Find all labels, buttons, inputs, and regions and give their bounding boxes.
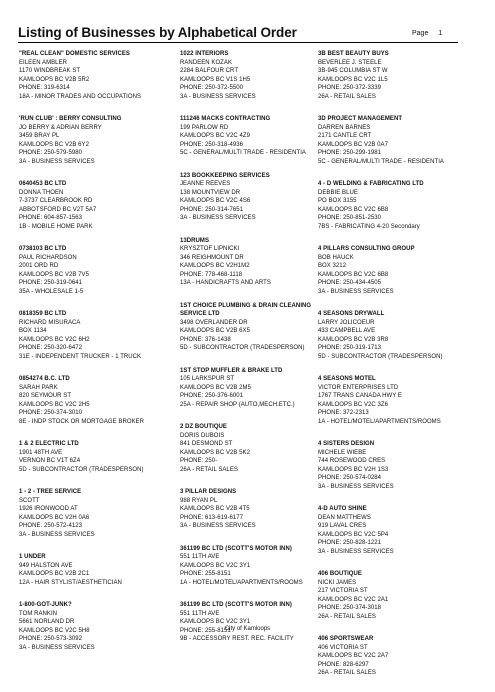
business-detail-line: PHONE: 604-857-1563 <box>19 215 82 221</box>
business-detail-line: PHONE: 250-579-5980 <box>19 150 82 156</box>
business-detail-line: PHONE: 250- <box>180 458 218 464</box>
business-detail-line: PHONE: 250-314-7651 <box>180 206 243 213</box>
business-name: 1 & 2 ELECTRIC LTD <box>19 441 79 447</box>
business-detail-line: RICHARD MISURACA <box>19 319 81 326</box>
business-detail-line: TOM RANKIN <box>19 610 58 617</box>
business-entry <box>318 570 478 621</box>
business-detail-line: PHONE: 319-6314 <box>19 85 70 91</box>
business-name: 4 SEASONS DRYWALL <box>318 311 385 317</box>
business-detail-line: JEANNE REEVES <box>180 181 231 187</box>
business-detail-line: DEAN MATTHEWS <box>318 514 371 521</box>
business-entry <box>19 553 169 587</box>
business-detail-line: 7-3737 CLEARBROOK RD <box>19 198 93 204</box>
business-entry <box>19 245 169 296</box>
business-detail-line: PHONE: 250-299-1981 <box>318 150 381 156</box>
business-detail-line: 26A - RETAIL SALES <box>318 93 376 100</box>
business-detail-line: KAMLOOPS BC V2C 2A7 <box>318 653 389 659</box>
business-detail-line: 551 11TH AVE <box>180 554 220 560</box>
page-number: 1 <box>438 30 443 37</box>
business-detail-line: KAMLOOPS BC V2B 0A7 <box>318 141 388 148</box>
business-entry <box>180 488 320 531</box>
business-detail-line: NICKI JAMES <box>318 579 357 586</box>
business-entry <box>318 440 478 491</box>
business-name: 3D PROJECT MANAGEMENT <box>318 116 403 122</box>
business-detail-line: EILEEN AMBLER <box>19 59 68 66</box>
header-rule <box>18 42 458 43</box>
business-detail-line: PHONE: 250-372-5500 <box>180 85 243 91</box>
business-detail-line: KAMLOOPS BC V2C 5H8 <box>19 627 90 634</box>
business-name: 2 DZ BOUTIQUE <box>180 424 227 430</box>
business-detail-line: DEBBIE BLUE <box>318 189 358 196</box>
page-footer: City of Kamloops <box>224 626 271 632</box>
business-name: 1022 INTERIORS <box>180 51 229 57</box>
business-name: 4 SISTERS DESIGN <box>318 441 375 447</box>
business-detail-line: KAMLOOPS BC V2B 5K2 <box>180 449 250 456</box>
business-detail-line: KAMLOOPS BC V2C 2H5 <box>19 401 90 408</box>
business-detail-line: SARAH PARK <box>19 384 58 391</box>
business-entry <box>180 302 320 353</box>
business-name: "REAL CLEAN" DOMESTIC SERVICES <box>19 51 130 57</box>
business-entry <box>318 180 478 231</box>
business-detail-line: 26A - RETAIL SALES <box>180 466 238 473</box>
business-entry <box>318 635 478 678</box>
business-detail-line: KAMLOOPS BC V1S 1H5 <box>180 76 251 83</box>
business-entry <box>180 50 320 101</box>
page-number-block <box>412 30 442 37</box>
business-name: 0854274 B.C. LTD <box>19 376 70 382</box>
business-detail-line: 841 DESMOND ST <box>180 441 233 447</box>
business-detail-line: PHONE: 250-318-4936 <box>180 141 243 148</box>
business-entry <box>318 505 478 556</box>
business-detail-line: 346 REIGHMOUNT DR <box>180 254 244 261</box>
business-detail-line: 820 SEYMOUR ST <box>19 393 72 399</box>
business-name: 4-D AUTO SHINE <box>318 506 367 512</box>
business-detail-line: 988 RYAN PL <box>180 497 218 504</box>
business-name: 361199 BC LTD (SCOTT'S MOTOR INN) <box>180 602 292 608</box>
business-detail-line: PHONE: 255-8151 <box>180 571 231 577</box>
business-detail-line: PHONE: 372-2313 <box>318 410 369 416</box>
business-detail-line: 26A - RETAIL SALES <box>318 613 376 620</box>
business-detail-line: 35A - WHOLESALE 1-5 <box>19 288 84 295</box>
business-detail-line: KAMLOOPS BC V2H1M2 <box>180 263 250 269</box>
business-detail-line: KAMLOOPS BC V2C 2A1 <box>318 596 389 603</box>
business-detail-line: PHONE: 250-574-0284 <box>318 475 381 481</box>
business-entry <box>318 310 478 361</box>
business-detail-line: SCOTT <box>19 497 40 504</box>
business-name: 4 SEASONS MOTEL <box>318 376 376 382</box>
business-detail-line: KAMLOOPS BC V2B 7V5 <box>19 271 89 278</box>
business-entry <box>180 237 320 288</box>
business-detail-line: PHONE: 250-319-1713 <box>318 345 381 351</box>
business-detail-line: 5C - GENERAL/MULTI TRADE - RESIDENTIA <box>318 158 444 165</box>
business-detail-line: PHONE: 255-8151 <box>180 627 231 634</box>
business-entry <box>19 180 169 231</box>
business-name: 111246 MACKS CONTRACTING <box>180 116 271 122</box>
business-detail-line: PHONE: 250-434-4505 <box>318 280 381 286</box>
business-detail-line: PHONE: 250-828-1221 <box>318 540 381 546</box>
business-detail-line: VICTOR ENTERPRISES LTD <box>318 384 399 391</box>
business-entry <box>318 245 478 296</box>
business-detail-line: PHONE: 613-619-6177 <box>180 514 243 521</box>
business-detail-line: PHONE: 250-572-4123 <box>19 523 82 529</box>
business-name: 1 - 2 - TREE SERVICE <box>19 489 82 495</box>
business-name: 3 PILLAR DESIGNS <box>180 489 237 495</box>
business-name: 406 SPORTSWEAR <box>318 636 374 642</box>
business-detail-line: DORIS DUBOIS <box>180 432 225 439</box>
business-name: 0738103 BC LTD <box>19 246 67 252</box>
business-detail-line: 2284 BALFOUR CRT <box>180 68 239 74</box>
business-detail-line: 2001 ORD RD <box>19 263 59 269</box>
page-label: Page <box>412 30 429 37</box>
business-detail-line: KAMLOOPS BC V2C 3Y1 <box>180 562 251 569</box>
business-detail-line: 26A - RETAIL SALES <box>318 670 376 676</box>
business-name: 123 BOOKKEEPING SERVICES <box>180 172 270 179</box>
business-entry <box>180 115 320 158</box>
business-detail-line: 1A - HOTEL/MOTEL/APARTMENTS/ROOMS <box>180 579 303 586</box>
business-detail-line: 138 MOUNTVIEW DR <box>180 189 241 196</box>
business-detail-line: PHONE: 250-573-3092 <box>19 636 82 642</box>
business-detail-line: PAUL RICHARDSON <box>19 254 77 261</box>
business-detail-line: 433 CAMPBELL AVE <box>318 328 376 334</box>
business-detail-line: 1926 IRONWOOD AT <box>19 506 78 512</box>
business-detail-line: BOX 1134 <box>19 328 47 334</box>
business-detail-line: KAMLOOPS BC V2C 4Z9 <box>180 133 250 139</box>
business-detail-line: KAMLOOPS BC V2C 3Z6 <box>318 401 388 408</box>
business-detail-line: 406 VICTORIA ST <box>318 644 368 651</box>
business-name: 361199 BC LTD (SCOTT'S MOTOR INN) <box>180 545 292 552</box>
business-detail-line: 5D - SUBCONTRACTOR (TRADESPERSON) <box>318 353 443 360</box>
business-detail-line: KAMLOOPS BC V2B 6Y2 <box>19 141 89 148</box>
business-detail-line: 2171 CANTLE CRT <box>318 133 372 139</box>
business-entry <box>180 423 320 474</box>
business-detail-line: DONNA THOEN <box>19 189 64 196</box>
business-detail-line: KAMLOOPS BC V2C 4S6 <box>180 198 251 204</box>
business-detail-line: 105 LARKSPUR ST <box>180 376 235 382</box>
business-detail-line: 3A - BUSINESS SERVICES <box>180 215 256 221</box>
business-detail-line: 551 11TH AVE <box>180 610 220 617</box>
business-detail-line: 3B-945 COLUMBIA ST W <box>318 68 388 74</box>
business-name: 3B BEST BEAUTY BUYS <box>318 51 389 57</box>
business-entry <box>19 50 169 101</box>
business-detail-line: KAMLOOPS BC V2C 1L5 <box>318 76 388 83</box>
business-detail-line: 25A - REPAIR SHOP (AUTO,MECH.ETC.) <box>180 401 295 408</box>
business-detail-line: KAMLOOPS BC V2B 2C1 <box>19 571 90 577</box>
business-detail-line: KAMLOOPS BC V2H 0A6 <box>19 514 90 521</box>
business-entry <box>19 488 169 539</box>
business-detail-line: DARREN BARNES <box>318 124 371 131</box>
business-detail-line: LARRY JOLICOEUR <box>318 319 375 326</box>
business-detail-line: 1A - HOTEL/MOTEL/APARTMENTS/ROOMS <box>318 418 441 425</box>
business-name: 0640453 BC LTD <box>19 181 67 187</box>
business-entry <box>180 545 320 588</box>
business-detail-line: RANDEEN KOZAK <box>180 59 232 66</box>
business-detail-line: PHONE: 250-374-3010 <box>19 410 82 416</box>
business-name: 1-800-GOT-JUNK? <box>19 602 72 608</box>
listing-column-3 <box>318 50 478 692</box>
business-entry <box>19 310 169 361</box>
business-detail-line: 3A - BUSINESS SERVICES <box>318 288 394 295</box>
business-name: 0818359 BC LTD <box>19 311 67 317</box>
business-detail-line: BEVERLEE J. STEELE <box>318 59 382 66</box>
business-detail-line: 9B - ACCESSORY REST. REC. FACILITY <box>180 636 294 642</box>
business-name: 'RUN CLUB' : BERRY CONSULTING <box>19 116 122 122</box>
business-detail-line: 3A - BUSINESS SERVICES <box>318 548 394 555</box>
business-detail-line: PHONE: 250-376-6001 <box>180 393 243 399</box>
business-detail-line: BOX 3212 <box>318 263 347 269</box>
business-detail-line: 5661 NORLAND DR <box>19 619 75 625</box>
listing-column-2 <box>180 50 320 658</box>
business-detail-line: PHONE: 828-6297 <box>318 661 369 668</box>
business-detail-line: PO BOX 3155 <box>318 198 357 204</box>
business-detail-line: KRYSZTOF LIPNICKI <box>180 246 240 252</box>
business-entry <box>318 115 478 166</box>
business-entry <box>19 115 169 166</box>
business-detail-line: JO BERRY & ADRIAN BERRY <box>19 124 102 131</box>
business-detail-line: 949 HALSTON AVE <box>19 562 73 569</box>
business-detail-line: 1170 WINDBREAK ST <box>19 68 81 74</box>
business-detail-line: 13A - HANDICRAFTS AND ARTS <box>180 280 271 286</box>
business-detail-line: PHONE: 376-1438 <box>180 336 231 343</box>
business-detail-line: KAMLOOPS BC V2B 2M5 <box>180 384 251 391</box>
business-entry <box>318 50 478 101</box>
business-entry <box>180 172 320 223</box>
business-detail-line: KAMLOOPS BC V2B 3R8 <box>318 336 389 343</box>
business-name: 1ST CHOICE PLUMBING & DRAIN CLEANING SERVICE LTD <box>180 302 312 317</box>
business-detail-line: 8E - INDP STOCK OR MORTGAGE BROKER <box>19 418 145 425</box>
business-detail-line: MICHELE WIEBE <box>318 449 367 456</box>
business-detail-line: 31E - INDEPENDENT TRUCKER - 1 TRUCK <box>19 353 142 360</box>
business-detail-line: PHONE: 250-851-2530 <box>318 215 381 221</box>
business-detail-line: 3A - BUSINESS SERVICES <box>19 531 95 538</box>
page-title: Listing of Businesses by Alphabetical Order <box>18 25 297 40</box>
business-detail-line: KAMLOOPS BC V2C 6H2 <box>19 336 90 343</box>
business-detail-line: KAMLOOPS BC V2B 6X5 <box>180 328 250 334</box>
business-name: 1 UNDER <box>19 554 46 560</box>
business-name: 406 BOUTIQUE <box>318 571 362 577</box>
business-detail-line: 18A - MINOR TRADES AND OCCUPATIONS <box>19 93 142 100</box>
business-detail-line: 7BS - FABRICATING 4-20 Secondary <box>318 223 420 230</box>
business-detail-line: PHONE: 778-468-1118 <box>180 271 243 278</box>
business-detail-line: 3A - BUSINESS SERVICES <box>19 158 95 165</box>
business-name: 4 - D WELDING & FABRICATING LTD <box>318 181 424 187</box>
business-detail-line: 5D - SUBCONTRACTOR (TRADESPERSON) <box>19 466 144 473</box>
business-detail-line: PHONE: 250-319-0641 <box>19 280 82 286</box>
business-name: 13DRUMS <box>180 237 210 244</box>
business-detail-line: 12A - HAIR STYLIST/AESTHETICIAN <box>19 579 122 586</box>
business-name: 1ST STOP MUFFLER & BRAKE LTD <box>180 367 283 374</box>
business-detail-line: KAMLOOPS BC V2C 5P4 <box>318 531 389 538</box>
business-detail-line: PHONE: 250-320-6472 <box>19 345 82 351</box>
business-detail-line: 3459 BRAY PL <box>19 133 60 139</box>
business-detail-line: 1767 TRANS CANADA HWY E <box>318 393 402 399</box>
business-detail-line: KAMLOOPS BC V2C 6B8 <box>318 271 389 278</box>
page-header <box>18 25 458 43</box>
business-detail-line: 919 LAVAL CRES <box>318 523 367 529</box>
business-detail-line: KAMLOOPS BC V2C 6B8 <box>318 206 389 213</box>
business-entry <box>19 375 169 426</box>
business-detail-line: 3498 OVERLANDER DR <box>180 319 248 326</box>
business-detail-line: PHONE: 250-374-3018 <box>318 605 381 611</box>
business-detail-line: KAMLOOPS BC V2B 4T5 <box>180 506 250 512</box>
business-entry <box>180 367 320 410</box>
business-entry <box>180 601 320 644</box>
business-detail-line: ABBOTSFORD BC V2T 5A7 <box>19 206 97 213</box>
business-detail-line: 5C - GENERAL/MULTI TRADE - RESIDENTIA <box>180 150 306 156</box>
business-detail-line: 3A - BUSINESS SERVICES <box>19 644 95 651</box>
business-detail-line: BOB HAUCK <box>318 254 354 261</box>
business-detail-line: KAMLOOPS BC V2C 3Y1 <box>180 619 251 625</box>
business-detail-line: KAMLOOPS BC V2B 5R2 <box>19 76 90 83</box>
business-detail-line: 3A - BUSINESS SERVICES <box>180 523 256 529</box>
business-name: 4 PILLARS CONSULTING GROUP <box>318 246 415 252</box>
business-detail-line: 3A - BUSINESS SERVICES <box>180 93 256 100</box>
listing-column-1 <box>19 50 169 666</box>
business-detail-line: 199 PARLOW RD <box>180 124 229 131</box>
business-detail-line: 217 VICTORIA ST <box>318 588 368 594</box>
business-detail-line: PHONE: 250-372-3339 <box>318 85 381 91</box>
business-detail-line: 1901 48TH AVE <box>19 449 63 456</box>
business-entry <box>19 440 169 474</box>
business-detail-line: 5D - SUBCONTRACTOR (TRADESPERSON) <box>180 345 305 351</box>
business-detail-line: 744 ROSEWOOD CRES <box>318 458 386 464</box>
business-detail-line: KAMLOOPS BC V2H 1S3 <box>318 466 389 473</box>
business-entry <box>318 375 478 426</box>
business-detail-line: 3A - BUSINESS SERVICES <box>318 483 394 490</box>
business-detail-line: 1B - MOBILE HOME PARK <box>19 223 93 230</box>
business-detail-line: VERNON BC V1T 6Z4 <box>19 458 81 464</box>
